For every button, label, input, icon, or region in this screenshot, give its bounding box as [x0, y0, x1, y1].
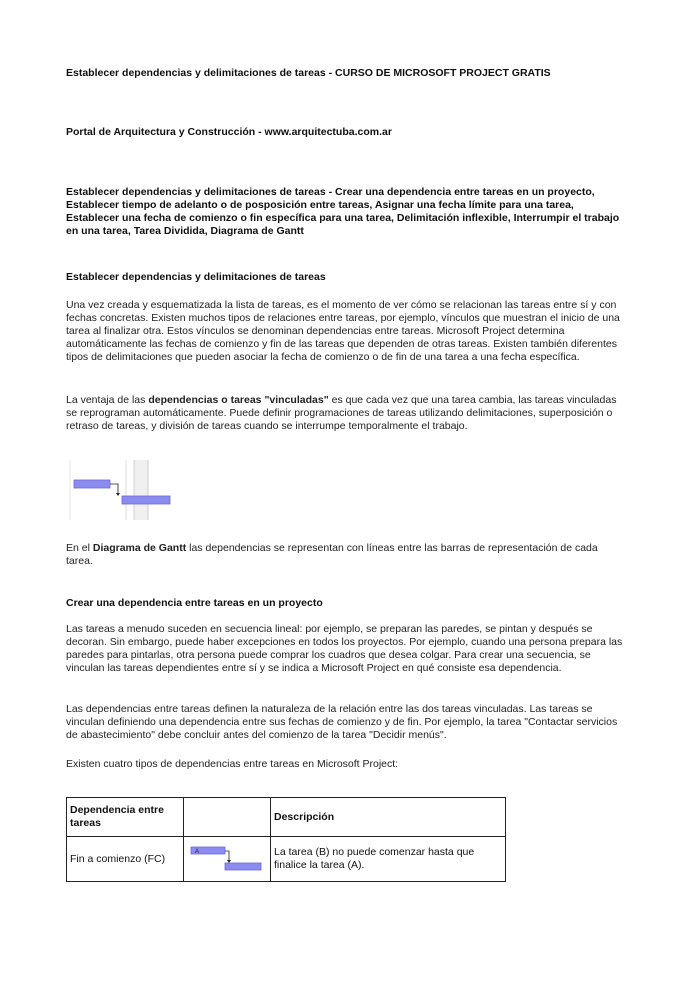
document-title: Establecer dependencias y delimitaciones de tareas - CURSO DE MICROSOFT PROJECT GRATIS [66, 67, 551, 79]
ventaja-text-b: es que cada vez que una tarea cambia, las tareas vinculadas se reprograman automáticamente. Puede definir programaciones de tareas utilizando delimitaciones, superposición o retraso de tareas, y división de tareas cuando se interrumpe temporalmente el trabajo. [66, 394, 617, 432]
fc-dependency-icon [187, 842, 265, 872]
ventaja-text-a: La ventaja de las [66, 394, 149, 406]
table-header-cell [184, 798, 271, 837]
table-header-row [67, 798, 506, 837]
gantt-bar-b [122, 496, 170, 504]
ventaja-bold: dependencias o tareas "vinculadas" [148, 394, 329, 406]
gantt-diagram-image [66, 460, 176, 520]
svg-text:A: A [195, 849, 200, 855]
table-header-cell: Dependencia entre tareas [67, 798, 184, 837]
naturaleza-paragraph: Las dependencias entre tareas definen la naturaleza de la relación entre las dos tareas vinculadas. Las tareas se vinculan definiendo una dependencia entre sus fechas de comienzo y de fin. Por ejemplo, la tarea "Contactar servicios de abastecimiento" debe concluir antes del comienzo de la tarea "Decidir menús". [66, 703, 618, 741]
dependency-table [66, 797, 506, 882]
ventaja-paragraph [66, 394, 626, 433]
gantt-caption-a: En el [66, 542, 93, 554]
secuencia-paragraph: Las tareas a menudo suceden en secuencia lineal: por ejemplo, se preparan las paredes, se pintan y después se decoran. Sin embargo, puede haber excepciones en todos los proyectos. Por ejemplo, cuando una persona prepara las paredes para pintarlas, otra persona puede comprar los cuadros que desea colgar. Para crear una secuencia, se vinculan las tareas dependientes entre sí y se indica a Microsoft Project en qué consiste esa dependencia. [66, 623, 623, 674]
portal-line: Portal de Arquitectura y Construcción - www.arquitectuba.com.ar [66, 126, 392, 138]
dependency-type-cell: Fin a comienzo (FC) [67, 837, 184, 882]
section-heading-crear: Crear una dependencia entre tareas en un proyecto [66, 597, 323, 609]
dependency-description-cell: La tarea (B) no puede comenzar hasta que finalice la tarea (A). [271, 837, 506, 882]
gantt-caption-b: las dependencias se representan con líneas entre las barras de representación de cada tarea. [66, 542, 598, 567]
summary-paragraph: Establecer dependencias y delimitaciones de tareas - Crear una dependencia entre tareas en un proyecto, Establecer tiempo de adelanto o de posposición entre tareas, Asignar una fecha límite para una tarea, Establecer una fecha de comienzo o fin específica para una tarea, Delimitación inflexible, Interrumpir el trabajo en una tarea, Tarea Dividida, Diagrama de Gantt [66, 186, 620, 237]
gantt-caption-bold: Diagrama de Gantt [92, 542, 187, 554]
dependency-diagram-cell [184, 837, 271, 882]
intro-paragraph: Una vez creada y esquematizada la lista de tareas, es el momento de ver cómo se relacionan las tareas entre sí y con fechas concretas. Existen muchos tipos de relaciones entre tareas, por ejemplo, vínculos que muestran el inicio de una tarea al finalizar otra. Estos vínculos se denominan dependencias entre tareas. Microsoft Project determina automáticamente las fechas de comienzo y fin de las tareas que dependen de otras tareas. Existen también diferentes tipos de delimitaciones que pueden asociar la fecha de comienzo o de fin de una tarea a una fecha específica. [66, 299, 620, 363]
tipos-paragraph: Existen cuatro tipos de dependencias entre tareas en Microsoft Project: [66, 758, 399, 770]
gantt-bar-a [74, 480, 110, 488]
table-row [67, 837, 506, 882]
section-heading-dependencias: Establecer dependencias y delimitaciones de tareas [66, 271, 326, 283]
gantt-caption [66, 542, 626, 568]
table-header-cell: Descripción [271, 798, 506, 837]
